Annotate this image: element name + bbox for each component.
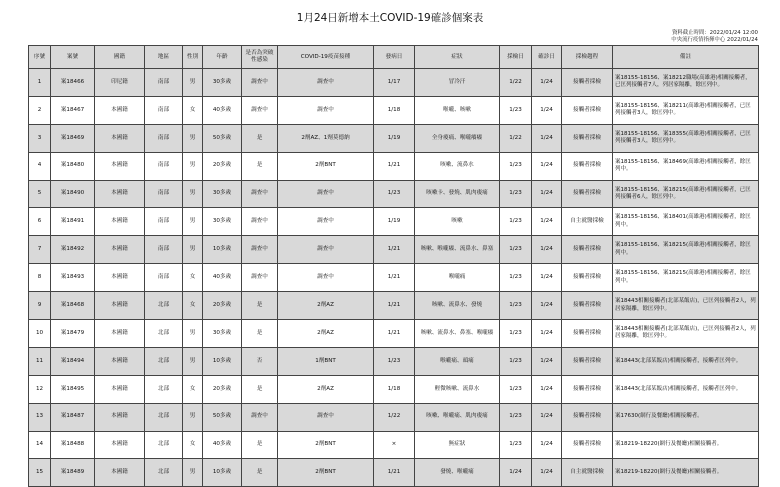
symptoms-cell: 咳嗽、流鼻水	[415, 152, 500, 180]
region-cell: 北部	[145, 347, 183, 375]
onset-date-cell: 1/18	[374, 96, 415, 124]
sample-date-cell: 1/23	[500, 375, 532, 403]
header-cell: 採檢日	[500, 46, 532, 69]
age-cell: 50多歲	[203, 124, 242, 152]
note-cell: 案18443(北部某飯店)相關接觸者，接觸者匡列中。	[613, 347, 759, 375]
header-cell: 症狀	[415, 46, 500, 69]
confirm-date-cell: 1/24	[532, 459, 562, 487]
breakthrough-cell: 調查中	[242, 96, 278, 124]
symptoms-cell: 冒冷汗	[415, 69, 500, 97]
sample-date-cell: 1/23	[500, 347, 532, 375]
symptoms-cell: 咳嗽卡、發燒、肌肉痠痛	[415, 180, 500, 208]
confirm-date-cell: 1/24	[532, 69, 562, 97]
confirm-date-cell: 1/24	[532, 124, 562, 152]
case-number-cell: 案18480	[51, 152, 95, 180]
age-cell: 50多歲	[203, 403, 242, 431]
case-number-cell: 案18495	[51, 375, 95, 403]
nationality-cell: 本國籍	[95, 320, 145, 348]
vaccine-cell: 2劑AZ	[278, 375, 374, 403]
case-index-cell: 3	[29, 124, 51, 152]
case-index-cell: 12	[29, 375, 51, 403]
table-row	[29, 431, 759, 459]
case-number-cell: 案18490	[51, 180, 95, 208]
detection-route-cell: 接觸者採檢	[562, 403, 613, 431]
region-cell: 南部	[145, 264, 183, 292]
breakthrough-cell: 調查中	[242, 180, 278, 208]
onset-date-cell: 1/23	[374, 180, 415, 208]
confirm-date-cell: 1/24	[532, 96, 562, 124]
case-index-cell: 9	[29, 292, 51, 320]
sample-date-cell: 1/23	[500, 320, 532, 348]
table-row	[29, 403, 759, 431]
confirm-date-cell: 1/24	[532, 180, 562, 208]
note-cell: 案18155-18156、案18215(高雄港)相關接觸者，餘匡列中。	[613, 264, 759, 292]
onset-date-cell: 1/21	[374, 320, 415, 348]
symptoms-cell: 無症狀	[415, 431, 500, 459]
note-cell: 案18155-18156、案18211(高雄港)相關接觸者，已匡列接觸者3人，餘匡列中。	[613, 96, 759, 124]
breakthrough-cell: 是	[242, 459, 278, 487]
symptoms-cell: 喉嚨痛	[415, 264, 500, 292]
onset-date-cell: 1/21	[374, 459, 415, 487]
case-index-cell: 14	[29, 431, 51, 459]
nationality-cell: 本國籍	[95, 347, 145, 375]
sample-date-cell: 1/23	[500, 292, 532, 320]
confirm-date-cell: 1/24	[532, 208, 562, 236]
table-row	[29, 320, 759, 348]
nationality-cell: 本國籍	[95, 180, 145, 208]
breakthrough-cell: 否	[242, 347, 278, 375]
region-cell: 南部	[145, 124, 183, 152]
vaccine-cell: 2劑AZ、1劑莫德納	[278, 124, 374, 152]
onset-date-cell: 1/21	[374, 236, 415, 264]
symptoms-cell: 喉嚨、咳嗽	[415, 96, 500, 124]
age-cell: 20多歲	[203, 152, 242, 180]
report-meta	[671, 30, 758, 44]
vaccine-cell: 調查中	[278, 208, 374, 236]
vaccine-cell: 2劑BNT	[278, 459, 374, 487]
confirm-date-cell: 1/24	[532, 264, 562, 292]
vaccine-cell: 調查中	[278, 69, 374, 97]
breakthrough-cell: 調查中	[242, 264, 278, 292]
detection-route-cell: 接觸者採檢	[562, 180, 613, 208]
region-cell: 北部	[145, 375, 183, 403]
breakthrough-cell: 是	[242, 152, 278, 180]
note-cell: 案18155-18156、案18212職場(高雄港)相關接觸者，已匡列接觸者7人，列居家隔離，餘匡列中。	[613, 69, 759, 97]
table-row	[29, 208, 759, 236]
sample-date-cell: 1/23	[500, 96, 532, 124]
region-cell: 南部	[145, 152, 183, 180]
detection-route-cell: 接觸者採檢	[562, 431, 613, 459]
case-index-cell: 7	[29, 236, 51, 264]
header-cell: 地區	[145, 46, 183, 69]
note-cell: 案18443相關接觸者(北部某飯店)，已匡列接觸者2人，列居家隔離，餘匡列中。	[613, 292, 759, 320]
sex-cell: 男	[183, 152, 203, 180]
nationality-cell: 本國籍	[95, 152, 145, 180]
case-number-cell: 案18492	[51, 236, 95, 264]
nationality-cell: 印尼籍	[95, 69, 145, 97]
age-cell: 10多歲	[203, 459, 242, 487]
case-number-cell: 案18489	[51, 459, 95, 487]
age-cell: 40多歲	[203, 264, 242, 292]
case-number-cell: 案18488	[51, 431, 95, 459]
region-cell: 南部	[145, 180, 183, 208]
confirm-date-cell: 1/24	[532, 403, 562, 431]
detection-route-cell: 接觸者採檢	[562, 320, 613, 348]
detection-route-cell: 接觸者採檢	[562, 375, 613, 403]
vaccine-cell: 2劑BNT	[278, 152, 374, 180]
case-number-cell: 案18468	[51, 292, 95, 320]
header-cell: COVID-19疫苗接種	[278, 46, 374, 69]
sample-date-cell: 1/23	[500, 431, 532, 459]
case-number-cell: 案18469	[51, 124, 95, 152]
vaccine-cell: 2劑AZ	[278, 292, 374, 320]
sex-cell: 女	[183, 292, 203, 320]
onset-date-cell: ×	[374, 431, 415, 459]
confirm-date-cell: 1/24	[532, 236, 562, 264]
note-cell: 案18155-18156、案18469(高雄港)相關接觸者，餘匡列中。	[613, 152, 759, 180]
table-body	[29, 69, 759, 487]
vaccine-cell: 調查中	[278, 264, 374, 292]
detection-route-cell: 自主就醫採檢	[562, 459, 613, 487]
breakthrough-cell: 調查中	[242, 69, 278, 97]
sex-cell: 男	[183, 459, 203, 487]
age-cell: 40多歲	[203, 96, 242, 124]
header-cell: 案號	[51, 46, 95, 69]
table-row	[29, 69, 759, 97]
confirm-date-cell: 1/24	[532, 347, 562, 375]
data-cutoff-text: 資料截止時間：2022/01/24 12:00	[671, 30, 758, 36]
case-index-cell: 13	[29, 403, 51, 431]
note-cell: 案18155-18156、案18215(高雄港)相關接觸者，已匡列接觸者6人，餘匡列中。	[613, 180, 759, 208]
breakthrough-cell: 是	[242, 320, 278, 348]
case-index-cell: 6	[29, 208, 51, 236]
region-cell: 北部	[145, 431, 183, 459]
region-cell: 北部	[145, 403, 183, 431]
note-cell: 案18219-18220(網行及餐廳)相關接觸者。	[613, 459, 759, 487]
note-cell: 案18443相關接觸者(北部某飯店)，已匡列接觸者2人，列居家隔離，餘匡列中。	[613, 320, 759, 348]
symptoms-cell: 全身痠痛、喉嚨癢癢	[415, 124, 500, 152]
case-number-cell: 案18494	[51, 347, 95, 375]
vaccine-cell: 調查中	[278, 180, 374, 208]
breakthrough-cell: 調查中	[242, 403, 278, 431]
sample-date-cell: 1/22	[500, 124, 532, 152]
case-index-cell: 11	[29, 347, 51, 375]
age-cell: 20多歲	[203, 292, 242, 320]
sex-cell: 男	[183, 347, 203, 375]
vaccine-cell: 1劑BNT	[278, 347, 374, 375]
table-row	[29, 347, 759, 375]
sex-cell: 男	[183, 236, 203, 264]
header-cell: 是否為突破性感染	[242, 46, 278, 69]
header-cell: 確診日	[532, 46, 562, 69]
onset-date-cell: 1/19	[374, 208, 415, 236]
table-row	[29, 96, 759, 124]
onset-date-cell: 1/22	[374, 403, 415, 431]
detection-route-cell: 接觸者採檢	[562, 96, 613, 124]
header-cell: 年齡	[203, 46, 242, 69]
confirm-date-cell: 1/24	[532, 431, 562, 459]
breakthrough-cell: 調查中	[242, 236, 278, 264]
nationality-cell: 本國籍	[95, 236, 145, 264]
table-row	[29, 152, 759, 180]
sample-date-cell: 1/23	[500, 264, 532, 292]
sex-cell: 女	[183, 431, 203, 459]
vaccine-cell: 調查中	[278, 96, 374, 124]
table-row	[29, 180, 759, 208]
case-index-cell: 1	[29, 69, 51, 97]
symptoms-cell: 咳嗽、流鼻水、發燒	[415, 292, 500, 320]
nationality-cell: 本國籍	[95, 459, 145, 487]
age-cell: 30多歲	[203, 208, 242, 236]
table-row	[29, 236, 759, 264]
header-cell: 發病日	[374, 46, 415, 69]
detection-route-cell: 接觸者採檢	[562, 264, 613, 292]
onset-date-cell: 1/18	[374, 375, 415, 403]
case-number-cell: 案18487	[51, 403, 95, 431]
symptoms-cell: 咳嗽	[415, 208, 500, 236]
case-index-cell: 8	[29, 264, 51, 292]
page-title: 1月24日新增本土COVID-19確診個案表	[296, 12, 484, 24]
breakthrough-cell: 是	[242, 124, 278, 152]
detection-route-cell: 接觸者採檢	[562, 292, 613, 320]
age-cell: 30多歲	[203, 320, 242, 348]
symptoms-cell: 咳嗽、喉嚨癢、流鼻水、鼻塞	[415, 236, 500, 264]
nationality-cell: 本國籍	[95, 264, 145, 292]
confirm-date-cell: 1/24	[532, 152, 562, 180]
note-cell: 案18155-18156、案18355(高雄港)相關接觸者，已匡列接觸者3人，餘匡列中。	[613, 124, 759, 152]
sex-cell: 女	[183, 96, 203, 124]
symptoms-cell: 喉嚨痛、頭痛	[415, 347, 500, 375]
confirm-date-cell: 1/24	[532, 375, 562, 403]
onset-date-cell: 1/23	[374, 347, 415, 375]
age-cell: 30多歲	[203, 180, 242, 208]
sex-cell: 男	[183, 320, 203, 348]
case-table	[28, 45, 759, 487]
age-cell: 10多歲	[203, 347, 242, 375]
sex-cell: 男	[183, 403, 203, 431]
nationality-cell: 本國籍	[95, 208, 145, 236]
case-number-cell: 案18467	[51, 96, 95, 124]
breakthrough-cell: 是	[242, 375, 278, 403]
header-cell: 採檢趨程	[562, 46, 613, 69]
symptoms-cell: 輕微咳嗽、流鼻水	[415, 375, 500, 403]
onset-date-cell: 1/21	[374, 264, 415, 292]
case-index-cell: 2	[29, 96, 51, 124]
vaccine-cell: 調查中	[278, 236, 374, 264]
source-text: 中央流行疫情指揮中心 2022/01/24	[671, 37, 758, 44]
breakthrough-cell: 調查中	[242, 208, 278, 236]
table-row	[29, 292, 759, 320]
breakthrough-cell: 是	[242, 292, 278, 320]
detection-route-cell: 接觸者採檢	[562, 69, 613, 97]
nationality-cell: 本國籍	[95, 96, 145, 124]
confirm-date-cell: 1/24	[532, 292, 562, 320]
sample-date-cell: 1/23	[500, 236, 532, 264]
sex-cell: 男	[183, 124, 203, 152]
nationality-cell: 本國籍	[95, 292, 145, 320]
table-row	[29, 459, 759, 487]
region-cell: 南部	[145, 236, 183, 264]
symptoms-cell: 咳嗽、喉嚨痛、肌肉痠痛	[415, 403, 500, 431]
sample-date-cell: 1/22	[500, 69, 532, 97]
vaccine-cell: 2劑BNT	[278, 431, 374, 459]
sex-cell: 男	[183, 180, 203, 208]
nationality-cell: 本國籍	[95, 124, 145, 152]
note-cell: 案18155-18156、案18401(高雄港)相關接觸者，餘匡列中。	[613, 208, 759, 236]
symptoms-cell: 咳嗽、流鼻水、鼻塞、喉嚨癢	[415, 320, 500, 348]
onset-date-cell: 1/19	[374, 124, 415, 152]
nationality-cell: 本國籍	[95, 375, 145, 403]
nationality-cell: 本國籍	[95, 403, 145, 431]
case-number-cell: 案18466	[51, 69, 95, 97]
table-row	[29, 375, 759, 403]
sex-cell: 男	[183, 208, 203, 236]
region-cell: 北部	[145, 320, 183, 348]
region-cell: 南部	[145, 208, 183, 236]
header-cell: 性別	[183, 46, 203, 69]
sex-cell: 女	[183, 264, 203, 292]
age-cell: 30多歲	[203, 69, 242, 97]
onset-date-cell: 1/17	[374, 69, 415, 97]
note-cell: 案18155-18156、案18215(高雄港)相關接觸者，餘匡列中。	[613, 236, 759, 264]
vaccine-cell: 2劑AZ	[278, 320, 374, 348]
onset-date-cell: 1/21	[374, 292, 415, 320]
case-index-cell: 10	[29, 320, 51, 348]
detection-route-cell: 自主就醫採檢	[562, 208, 613, 236]
sample-date-cell: 1/23	[500, 403, 532, 431]
detection-route-cell: 接觸者採檢	[562, 347, 613, 375]
note-cell: 案18219-18220(網行及餐廳)相關接觸者。	[613, 431, 759, 459]
case-number-cell: 案18479	[51, 320, 95, 348]
header-cell: 序號	[29, 46, 51, 69]
case-index-cell: 4	[29, 152, 51, 180]
symptoms-cell: 發燒、喉嚨痛	[415, 459, 500, 487]
header-cell: 國籍	[95, 46, 145, 69]
header-cell: 備註	[613, 46, 759, 69]
region-cell: 南部	[145, 96, 183, 124]
table-row	[29, 124, 759, 152]
detection-route-cell: 接觸者採檢	[562, 124, 613, 152]
onset-date-cell: 1/21	[374, 152, 415, 180]
sample-date-cell: 1/23	[500, 152, 532, 180]
sample-date-cell: 1/23	[500, 208, 532, 236]
confirm-date-cell: 1/24	[532, 320, 562, 348]
region-cell: 北部	[145, 459, 183, 487]
sample-date-cell: 1/24	[500, 459, 532, 487]
case-index-cell: 15	[29, 459, 51, 487]
case-index-cell: 5	[29, 180, 51, 208]
sex-cell: 女	[183, 375, 203, 403]
sample-date-cell: 1/23	[500, 180, 532, 208]
region-cell: 北部	[145, 292, 183, 320]
sex-cell: 男	[183, 69, 203, 97]
vaccine-cell: 調查中	[278, 403, 374, 431]
header-row	[29, 46, 759, 69]
breakthrough-cell: 是	[242, 431, 278, 459]
case-number-cell: 案18491	[51, 208, 95, 236]
table-row	[29, 264, 759, 292]
age-cell: 20多歲	[203, 375, 242, 403]
note-cell: 案17630(網行及餐廳)相關接觸者。	[613, 403, 759, 431]
detection-route-cell: 接觸者採檢	[562, 236, 613, 264]
region-cell: 南部	[145, 69, 183, 97]
note-cell: 案18443(北部某飯店)相關接觸者，接觸者匡列中。	[613, 375, 759, 403]
age-cell: 40多歲	[203, 431, 242, 459]
nationality-cell: 本國籍	[95, 431, 145, 459]
case-number-cell: 案18493	[51, 264, 95, 292]
age-cell: 10多歲	[203, 236, 242, 264]
detection-route-cell: 接觸者採檢	[562, 152, 613, 180]
